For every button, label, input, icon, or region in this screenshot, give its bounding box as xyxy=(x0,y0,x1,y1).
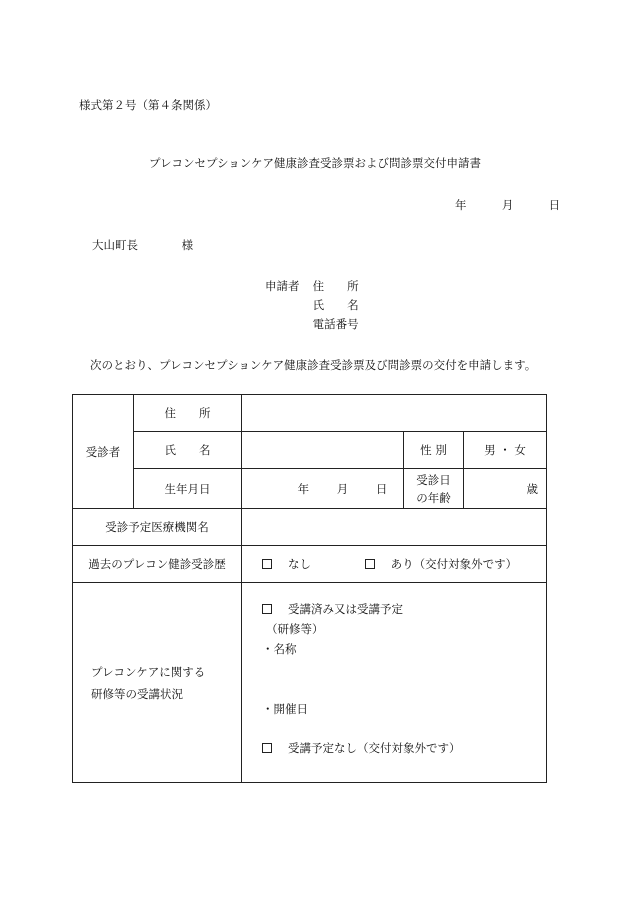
birthdate-label: 生年月日 xyxy=(134,469,242,509)
training-attended-label: 受講済み又は受講予定 xyxy=(288,602,403,616)
training-label-line1: プレコンケアに関する xyxy=(91,664,206,679)
training-sub-label: （研修等） xyxy=(266,622,324,636)
patient-address-field[interactable] xyxy=(242,395,547,432)
document-title: プレコンセプションケア健康診査受診票および問診票交付申請書 xyxy=(148,156,482,170)
applicant-address-label: 住 所 xyxy=(312,279,359,293)
sex-label: 性 別 xyxy=(404,432,464,469)
application-table xyxy=(72,394,547,783)
intro-text: 次のとおり、プレコンセプションケア健康診査受診票及び問診票の交付を申請します。 xyxy=(90,358,537,372)
history-yes-label: あり（交付対象外です） xyxy=(390,557,518,571)
patient-name-label: 氏 名 xyxy=(134,432,242,469)
clinic-label: 受診予定医療機関名 xyxy=(73,509,242,546)
training-label xyxy=(73,583,242,783)
age-unit: 歳 xyxy=(526,481,539,496)
training-options xyxy=(242,583,547,783)
table-row-address xyxy=(73,395,547,432)
applicant-block xyxy=(265,277,359,334)
training-none-checkbox[interactable] xyxy=(262,743,272,753)
training-attended-checkbox[interactable] xyxy=(262,604,272,614)
table-row-clinic xyxy=(73,509,547,546)
history-yes-checkbox[interactable] xyxy=(365,559,375,569)
date-day: 日 xyxy=(548,198,561,212)
patient-name-field[interactable] xyxy=(242,432,404,469)
addressee-honorific: 様 xyxy=(181,238,194,252)
date-month: 月 xyxy=(501,198,514,212)
training-attended-option[interactable] xyxy=(262,601,403,617)
history-none-option[interactable] xyxy=(262,557,315,571)
age-field[interactable] xyxy=(464,469,547,509)
patient-label: 受診者 xyxy=(73,395,134,509)
date-year: 年 xyxy=(455,198,467,212)
age-label xyxy=(404,469,464,509)
training-name-label: ・名称 xyxy=(262,642,297,656)
birth-year: 年 xyxy=(297,481,310,496)
history-label: 過去のプレコン健診受診歴 xyxy=(73,546,242,583)
clinic-field[interactable] xyxy=(242,509,547,546)
addressee xyxy=(92,237,193,253)
history-yes-option[interactable] xyxy=(365,557,518,571)
age-label-line1: 受診日 xyxy=(416,472,451,487)
applicant-phone-label: 電話番号 xyxy=(312,317,359,331)
birthdate-field[interactable] xyxy=(242,469,404,509)
history-none-checkbox[interactable] xyxy=(262,559,272,569)
applicant-name-label: 氏 名 xyxy=(312,298,359,312)
birth-month: 月 xyxy=(336,481,349,496)
application-date xyxy=(455,197,560,213)
table-row-birth xyxy=(73,469,547,509)
training-none-option[interactable] xyxy=(262,740,461,756)
form-number: 様式第２号（第４条関係） xyxy=(79,98,217,112)
applicant-header: 申請者 xyxy=(265,279,300,293)
history-options xyxy=(242,546,547,583)
table-row-training xyxy=(73,583,547,783)
addressee-name: 大山町長 xyxy=(92,238,138,252)
training-date-label: ・開催日 xyxy=(262,702,308,716)
birth-day: 日 xyxy=(375,481,388,496)
table-row-name xyxy=(73,432,547,469)
history-none-label: なし xyxy=(288,557,311,571)
age-label-line2: の年齢 xyxy=(416,490,451,505)
training-none-label: 受講予定なし（交付対象外です） xyxy=(288,741,461,755)
patient-address-label: 住 所 xyxy=(134,395,242,432)
sex-options[interactable]: 男 ・ 女 xyxy=(464,432,547,469)
training-label-line2: 研修等の受講状況 xyxy=(91,686,183,701)
table-row-history xyxy=(73,546,547,583)
